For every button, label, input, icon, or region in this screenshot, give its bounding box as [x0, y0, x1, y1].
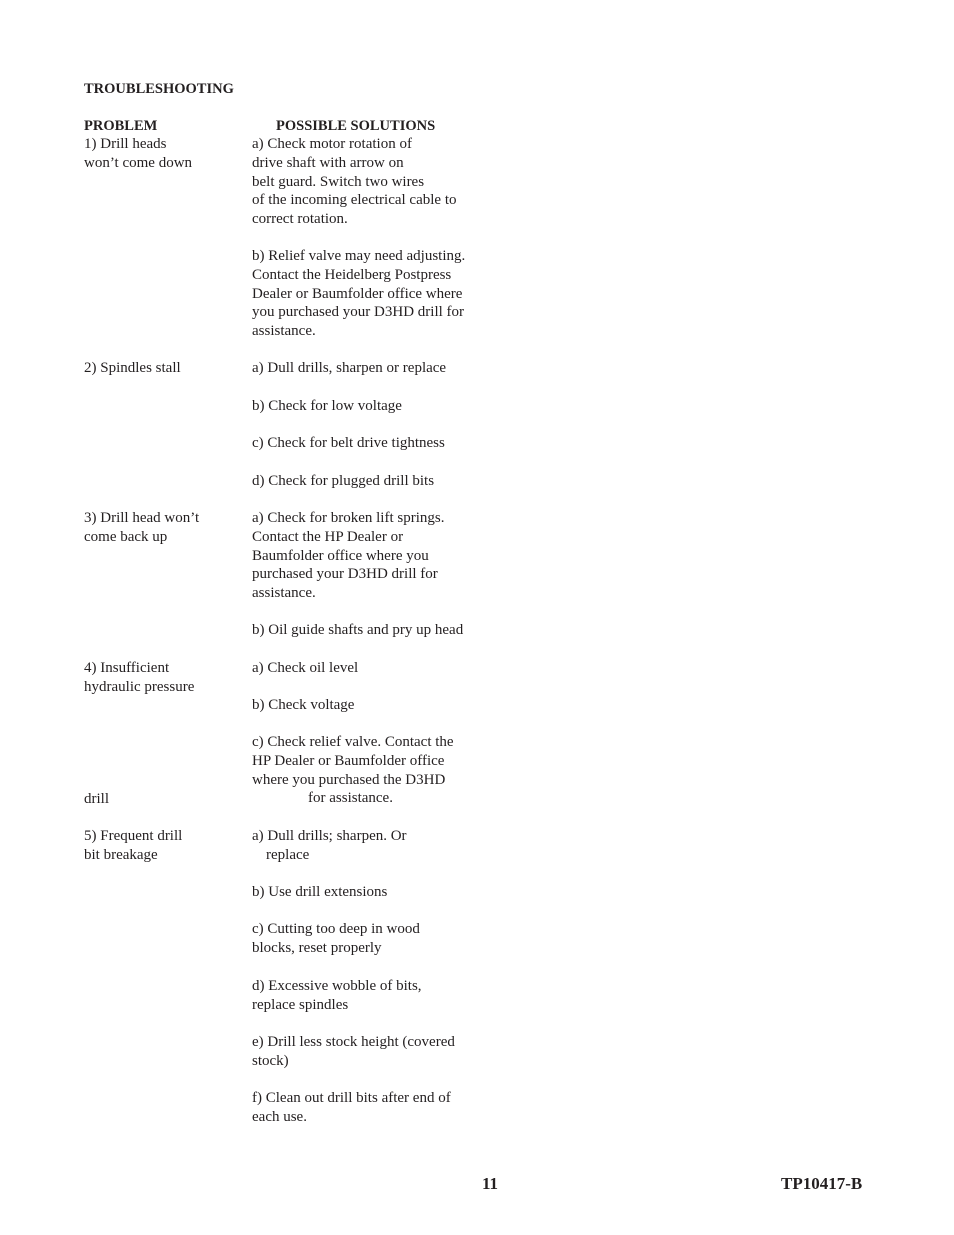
- solution-line: c) Check relief valve. Contact the: [252, 734, 454, 750]
- solution-5a: [252, 827, 407, 865]
- problem-line: drill: [84, 791, 109, 807]
- problem-1: [84, 135, 192, 173]
- solution-4c: [252, 733, 454, 808]
- problem-column-header: PROBLEM: [84, 118, 158, 134]
- problem-line: 4) Insufficient: [84, 660, 170, 676]
- problem-line: 2) Spindles stall: [84, 360, 181, 376]
- solution-1a: [252, 135, 457, 229]
- problem-line: 3) Drill head won’t: [84, 510, 200, 526]
- solution-line: b) Check voltage: [252, 697, 355, 713]
- problem-line: hydraulic pressure: [84, 678, 195, 695]
- document-id: TP10417-B: [781, 1174, 863, 1193]
- problem-line: 5) Frequent drill: [84, 828, 183, 844]
- solution-line: b) Use drill extensions: [252, 884, 388, 900]
- solution-line: of the incoming electrical cable to: [252, 192, 457, 209]
- page-title: TROUBLESHOOTING: [84, 81, 234, 97]
- solution-line: belt guard. Switch two wires: [252, 173, 425, 190]
- solution-line: b) Relief valve may need adjusting.: [252, 248, 466, 264]
- solution-line: purchased your D3HD drill for: [252, 566, 438, 583]
- solution-line: c) Cutting too deep in wood: [252, 921, 420, 937]
- solution-line: drive shaft with arrow on: [252, 154, 404, 171]
- problem-line: won’t come down: [84, 154, 193, 171]
- problem-2: [84, 359, 181, 378]
- solution-5e: [252, 1033, 455, 1071]
- solution-1b: [252, 247, 465, 341]
- solution-2b: [252, 397, 402, 416]
- solution-2d: [252, 472, 434, 491]
- solution-line: where you purchased the D3HD: [252, 771, 446, 788]
- solution-line: for assistance.: [308, 790, 393, 807]
- solution-5b: [252, 883, 387, 902]
- solution-line: a) Dull drills; sharpen. Or: [252, 828, 407, 844]
- solution-line: Dealer or Baumfolder office where: [252, 285, 463, 302]
- solution-line: correct rotation.: [252, 211, 348, 228]
- solution-line: e) Drill less stock height (covered: [252, 1034, 455, 1050]
- page-number: 11: [482, 1174, 499, 1193]
- problem-5: [84, 827, 182, 865]
- solution-2c: [252, 434, 445, 453]
- solution-line: b) Check for low voltage: [252, 398, 402, 414]
- solution-5d: [252, 977, 422, 1015]
- problem-line: 1) Drill heads: [84, 136, 167, 152]
- solution-2a: [252, 359, 446, 378]
- solution-line: a) Check motor rotation of: [252, 136, 412, 152]
- solution-line: Baumfolder office where you: [252, 547, 429, 564]
- solution-4b: [252, 696, 354, 715]
- solutions-column-header: POSSIBLE SOLUTIONS: [276, 118, 436, 134]
- solution-line: a) Dull drills, sharpen or replace: [252, 360, 447, 376]
- solution-line: assistance.: [252, 585, 316, 602]
- solution-line: replace spindles: [252, 996, 349, 1013]
- solution-line: a) Check for broken lift springs.: [252, 510, 445, 526]
- problem-line: bit breakage: [84, 846, 158, 863]
- solution-line: f) Clean out drill bits after end of: [252, 1090, 451, 1106]
- solution-3b: [252, 621, 463, 640]
- solution-5f: [252, 1089, 451, 1127]
- solution-line: HP Dealer or Baumfolder office: [252, 752, 445, 769]
- problem-line: come back up: [84, 528, 168, 545]
- solution-3a: [252, 509, 444, 603]
- solution-5c: [252, 920, 420, 958]
- solution-line: d) Check for plugged drill bits: [252, 473, 435, 489]
- solution-line: d) Excessive wobble of bits,: [252, 978, 422, 994]
- solution-line: b) Oil guide shafts and pry up head: [252, 622, 464, 638]
- solution-line: a) Check oil level: [252, 660, 359, 676]
- solution-line: c) Check for belt drive tightness: [252, 435, 445, 451]
- solution-line: each use.: [252, 1108, 307, 1125]
- solution-line: Contact the Heidelberg Postpress: [252, 266, 452, 283]
- solution-line: stock): [252, 1052, 289, 1069]
- problem-4: [84, 659, 194, 697]
- solution-4a: [252, 659, 358, 678]
- problem-3: [84, 509, 199, 547]
- solution-line: Contact the HP Dealer or: [252, 528, 404, 545]
- solution-line: assistance.: [252, 323, 316, 340]
- solution-line: blocks, reset properly: [252, 939, 382, 956]
- solution-line: replace: [266, 846, 310, 863]
- problem-4-continuation: [84, 790, 109, 809]
- solution-line: you purchased your D3HD drill for: [252, 304, 465, 321]
